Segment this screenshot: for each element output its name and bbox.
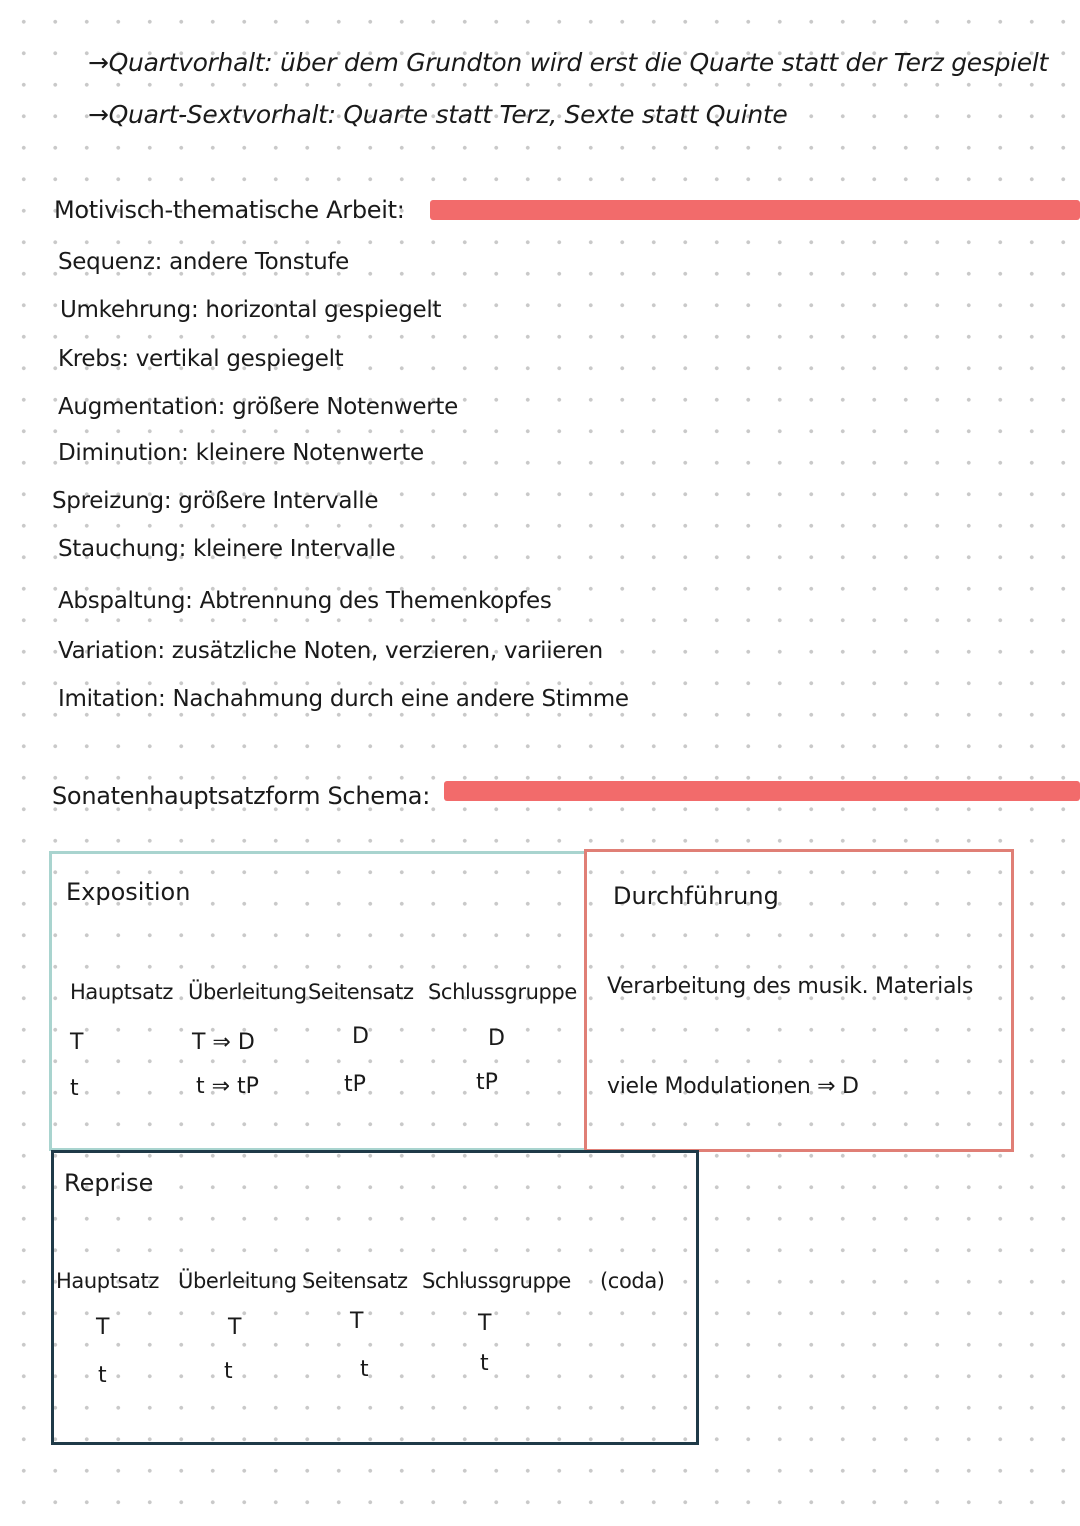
recap-col-seitensatz: Seitensatz <box>302 1269 408 1293</box>
exposition-minor-ueberleitung: t ⇒ tP <box>196 1074 259 1099</box>
sonata-heading: Sonatenhauptsatzform Schema: <box>52 782 430 810</box>
quartvorhalt-line: →Quartvorhalt: über dem Grundton wird erst die Quarte statt der Terz gespielt <box>88 48 1049 77</box>
exposition-col-ueberleitung: Überleitung <box>188 980 307 1004</box>
development-line-material: Verarbeitung des musik. Materials <box>607 974 974 999</box>
term-krebs: Krebs: vertikal gespiegelt <box>58 346 344 372</box>
exposition-major-schlussgruppe: D <box>488 1026 505 1051</box>
recap-box <box>51 1150 699 1445</box>
development-line-modulation: viele Modulationen ⇒ D <box>607 1074 859 1099</box>
recap-col-schlussgruppe: Schlussgruppe <box>422 1269 571 1293</box>
recap-minor-hauptsatz: t <box>98 1363 107 1388</box>
exposition-col-seitensatz: Seitensatz <box>308 980 414 1004</box>
exposition-minor-schlussgruppe: tP <box>476 1070 498 1095</box>
recap-major-ueberleitung: T <box>228 1315 242 1340</box>
development-title: Durchführung <box>613 882 779 910</box>
term-spreizung: Spreizung: größere Intervalle <box>52 488 379 514</box>
term-variation: Variation: zusätzliche Noten, verzieren, variieren <box>58 638 603 664</box>
recap-minor-seitensatz: t <box>360 1357 369 1382</box>
recap-col-ueberleitung: Überleitung <box>178 1269 297 1293</box>
exposition-major-seitensatz: D <box>352 1024 369 1049</box>
exposition-title: Exposition <box>66 878 191 906</box>
exposition-minor-seitensatz: tP <box>344 1072 366 1097</box>
exposition-minor-hauptsatz: t <box>70 1076 79 1101</box>
exposition-major-ueberleitung: T ⇒ D <box>192 1030 255 1055</box>
term-sequenz: Sequenz: andere Tonstufe <box>58 249 350 275</box>
recap-title: Reprise <box>64 1169 154 1197</box>
sonata-highlight-bar <box>444 781 1080 801</box>
exposition-col-hauptsatz: Hauptsatz <box>70 980 173 1004</box>
recap-major-hauptsatz: T <box>96 1315 110 1340</box>
recap-minor-ueberleitung: t <box>224 1359 233 1384</box>
recap-col-coda: (coda) <box>600 1269 665 1293</box>
recap-col-hauptsatz: Hauptsatz <box>56 1269 159 1293</box>
development-box <box>584 849 1014 1152</box>
motivic-highlight-bar <box>430 200 1080 220</box>
motivic-heading: Motivisch-thematische Arbeit: <box>54 196 405 224</box>
exposition-box <box>49 851 587 1151</box>
recap-major-seitensatz: T <box>350 1309 364 1334</box>
exposition-major-hauptsatz: T <box>70 1030 84 1055</box>
recap-minor-schlussgruppe: t <box>480 1351 489 1376</box>
term-diminution: Diminution: kleinere Notenwerte <box>58 440 424 466</box>
term-abspaltung: Abspaltung: Abtrennung des Themenkopfes <box>58 588 552 614</box>
term-augmentation: Augmentation: größere Notenwerte <box>58 394 458 420</box>
term-imitation: Imitation: Nachahmung durch eine andere Stimme <box>58 686 629 712</box>
term-umkehrung: Umkehrung: horizontal gespiegelt <box>60 297 442 323</box>
term-stauchung: Stauchung: kleinere Intervalle <box>58 536 396 562</box>
quart-sextvorhalt-line: →Quart-Sextvorhalt: Quarte statt Terz, Sexte statt Quinte <box>88 100 788 129</box>
exposition-col-schlussgruppe: Schlussgruppe <box>428 980 577 1004</box>
recap-major-schlussgruppe: T <box>478 1311 492 1336</box>
